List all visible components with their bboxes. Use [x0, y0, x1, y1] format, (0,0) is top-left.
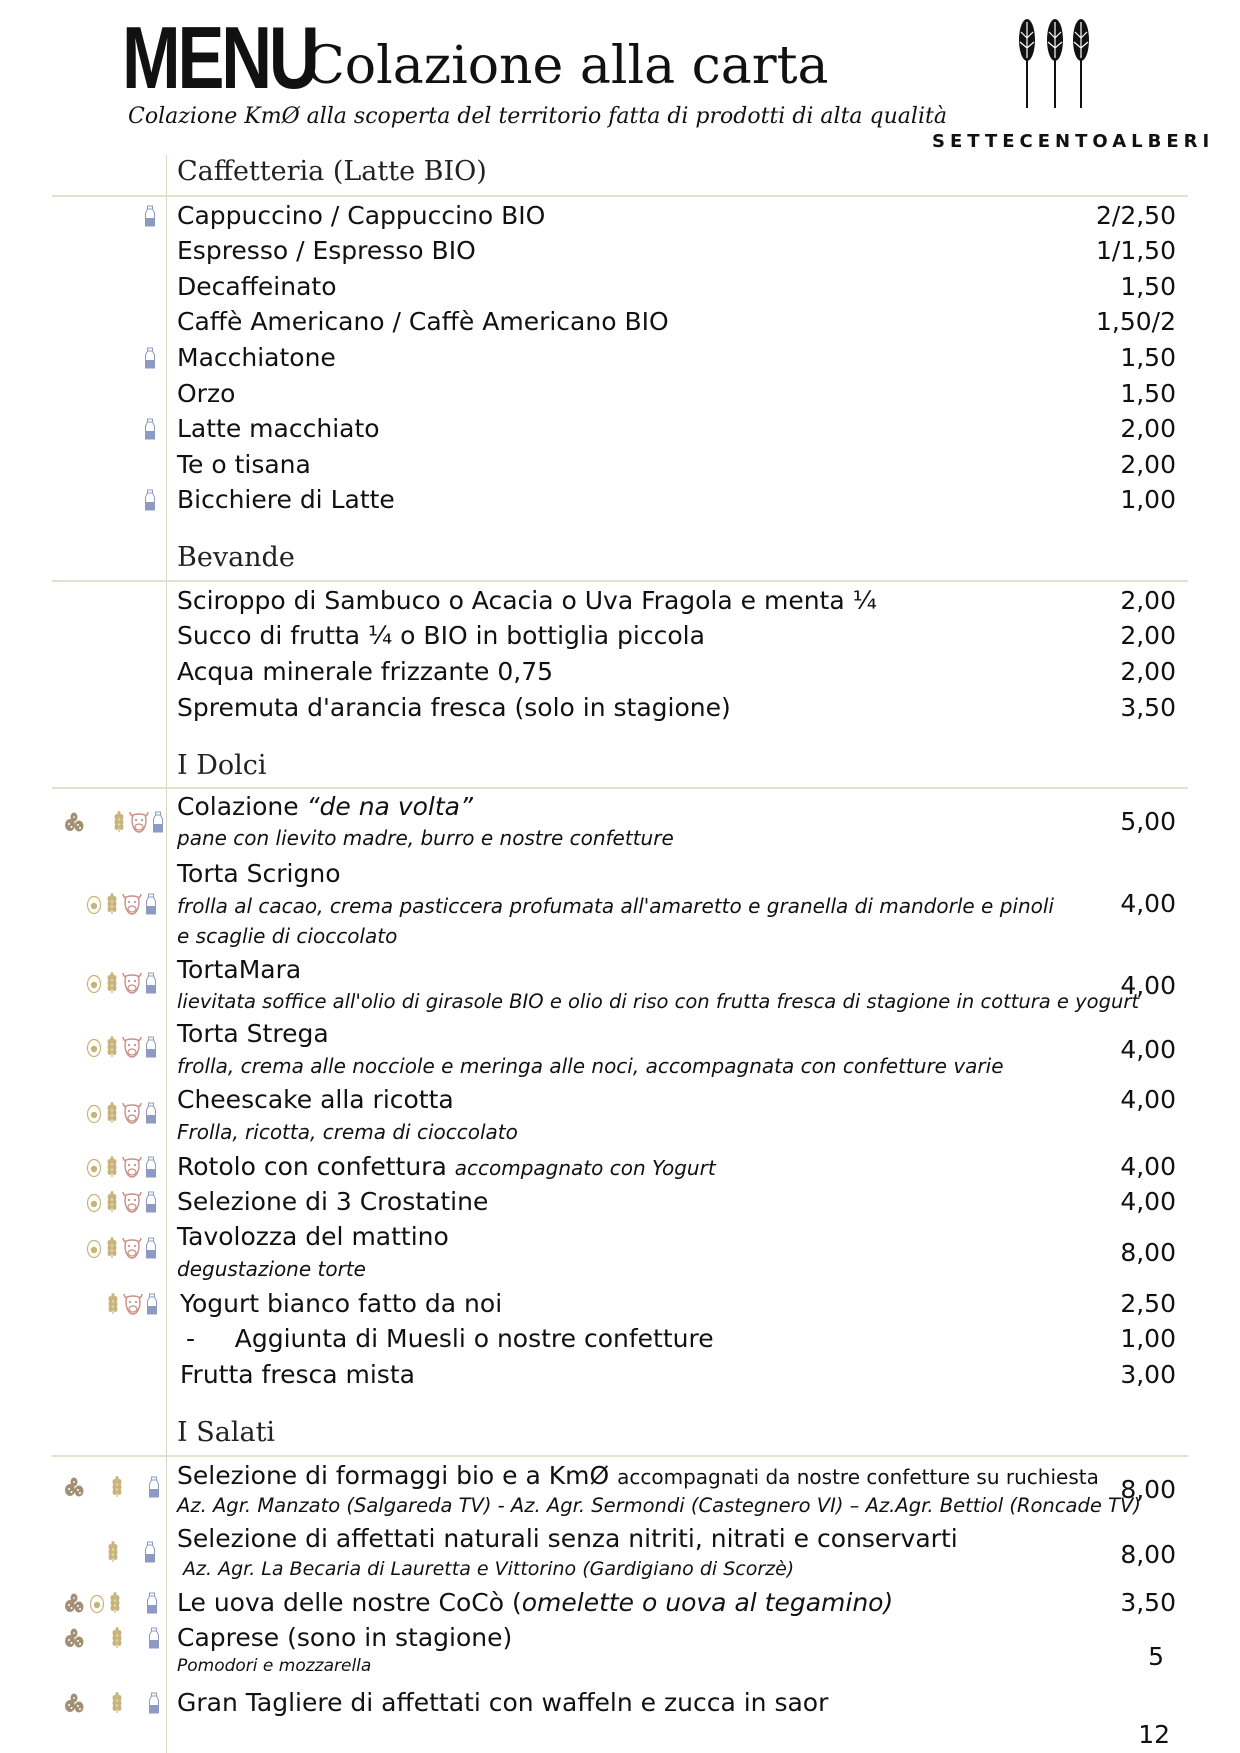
allergen-icons: [62, 1591, 158, 1615]
item-name: Rotolo con confettura accompagnato con Yogurt: [177, 1152, 716, 1181]
logo-text: SETTECENTOALBERI: [932, 131, 1215, 152]
item-name: Le uova delle nostre CoCò (omelette o uova al tegamino): [177, 1588, 894, 1617]
wheat-icon: [105, 1191, 119, 1213]
item-name: - Aggiunta di Muesli o nostre confetture: [186, 1324, 714, 1353]
item-price: 3,00: [1120, 1360, 1176, 1389]
item-price: 3,50: [1120, 693, 1176, 722]
item-price: 5,00: [1120, 807, 1176, 836]
item-price: 4,00: [1120, 1152, 1176, 1181]
milk-icon: [145, 893, 157, 915]
section-rule: [52, 1455, 1188, 1457]
item-name: Tavolozza del mattino: [177, 1222, 449, 1251]
egg-icon: [86, 1156, 102, 1178]
item-name: Frutta fresca mista: [180, 1360, 415, 1389]
milk-icon: [146, 1592, 158, 1614]
item-price: 4,00: [1120, 1035, 1176, 1064]
allergen-icons: [62, 1475, 160, 1499]
allergen-icons: [86, 971, 157, 995]
item-name: Macchiatone: [177, 343, 336, 372]
item-price: 2,00: [1120, 586, 1176, 615]
item-price: 1/1,50: [1096, 236, 1176, 265]
cow-icon: [122, 1036, 142, 1058]
item-price: 1,00: [1120, 485, 1176, 514]
cow-icon: [122, 972, 142, 994]
item-price: 2,00: [1120, 450, 1176, 479]
item-name: Selezione di affettati naturali senza nitriti, nitrati e conservarti: [177, 1524, 958, 1553]
milk-icon: [145, 1156, 157, 1178]
item-description: Az. Agr. Manzato (Salgareda TV) - Az. Agr. Sermondi (Castegnero VI) – Az.Agr. Bettiol (Roncade TV): [177, 1494, 1141, 1517]
milk-icon: [148, 1627, 160, 1649]
allergen-icons: [144, 346, 156, 370]
item-name: Succo di frutta ¼ o BIO in bottiglia piccola: [177, 621, 705, 650]
menu-word: MENU: [122, 8, 317, 107]
item-name: Torta Scrigno: [177, 859, 341, 888]
cow-icon: [123, 1293, 143, 1315]
nuts-icon: [62, 1692, 86, 1714]
egg-icon: [89, 1592, 105, 1614]
menu-header: [0, 0, 1240, 160]
column-divider: [166, 155, 167, 1753]
item-price: 8,00: [1120, 1238, 1176, 1267]
allergen-icons: [62, 1626, 160, 1650]
section-rule: [52, 787, 1188, 789]
item-name: Cappuccino / Cappuccino BIO: [177, 201, 546, 230]
item-description: frolla, crema alle nocciole e meringa alle noci, accompagnata con confetture varie: [177, 1054, 1004, 1078]
allergen-icons: [62, 810, 164, 834]
wheat-icon: [105, 893, 119, 915]
item-price: 8,00: [1120, 1540, 1176, 1569]
milk-icon: [148, 1476, 160, 1498]
item-price: 1,50: [1120, 272, 1176, 301]
three-trees-icon: [1015, 18, 1095, 108]
milk-icon: [144, 489, 156, 511]
wheat-icon: [105, 972, 119, 994]
item-name: Selezione di 3 Crostatine: [177, 1187, 489, 1216]
item-name: Latte macchiato: [177, 414, 380, 443]
item-name: Selezione di formaggi bio e a KmØ accompagnati da nostre confetture su ruchiesta: [177, 1461, 1099, 1490]
wheat-icon: [106, 1293, 120, 1315]
milk-icon: [146, 1293, 158, 1315]
allergen-icons: [86, 1190, 157, 1214]
item-name: Acqua minerale frizzante 0,75: [177, 657, 554, 686]
item-price: 2,00: [1120, 621, 1176, 650]
item-name: Torta Strega: [177, 1019, 329, 1048]
item-description: Pomodori e mozzarella: [177, 1656, 372, 1676]
milk-icon: [144, 347, 156, 369]
item-name: Spremuta d'arancia fresca (solo in stagione): [177, 693, 731, 722]
section-title-salati: I Salati: [177, 1417, 276, 1448]
item-description: Az. Agr. La Becaria di Lauretta e Vittorino (Gardigiano di Scorzè): [177, 1558, 795, 1580]
item-name: Gran Tagliere di affettati con waffeln e zucca in saor: [177, 1688, 829, 1717]
item-price: 4,00: [1120, 971, 1176, 1000]
item-description: Frolla, ricotta, crema di cioccolato: [177, 1120, 518, 1144]
wheat-icon: [105, 1036, 119, 1058]
item-name: TortaMara: [177, 955, 302, 984]
allergen-icons: [86, 1236, 157, 1260]
wheat-icon: [105, 1237, 119, 1259]
item-description: e scaglie di cioccolato: [177, 924, 398, 948]
allergen-icons: [86, 892, 157, 916]
wheat-icon: [110, 1627, 124, 1649]
egg-icon: [86, 972, 102, 994]
section-title-bevande: Bevande: [177, 542, 295, 573]
item-price: 1,50/2: [1096, 307, 1176, 336]
allergen-icons: [86, 1155, 157, 1179]
milk-icon: [144, 205, 156, 227]
item-name: Sciroppo di Sambuco o Acacia o Uva Fragola e menta ¼: [177, 586, 877, 615]
item-name: Te o tisana: [177, 450, 311, 479]
item-price: 1,50: [1120, 343, 1176, 372]
allergen-icons: [144, 488, 156, 512]
cow-icon: [122, 1191, 142, 1213]
cow-icon: [122, 1102, 142, 1124]
item-name: Cheescake alla ricotta: [177, 1085, 454, 1114]
wheat-icon: [105, 1102, 119, 1124]
item-description: lievitata soffice all'olio di girasole BIO e olio di riso con frutta fresca di stagione in cottura e yogurt: [177, 990, 1139, 1013]
item-price: 2,00: [1120, 657, 1176, 686]
cow-icon: [122, 1156, 142, 1178]
cow-icon: [122, 1237, 142, 1259]
item-name: Espresso / Espresso BIO: [177, 236, 476, 265]
wheat-icon: [110, 1692, 124, 1714]
nuts-icon: [62, 1592, 86, 1614]
item-name: Yogurt bianco fatto da noi: [180, 1289, 503, 1318]
milk-icon: [145, 1191, 157, 1213]
item-description: pane con lievito madre, burro e nostre confetture: [177, 826, 674, 850]
section-rule: [52, 195, 1188, 197]
allergen-icons: [106, 1292, 158, 1316]
egg-icon: [86, 1191, 102, 1213]
wheat-icon: [106, 1541, 120, 1563]
wheat-icon: [112, 811, 126, 833]
egg-icon: [86, 1102, 102, 1124]
milk-icon: [145, 1036, 157, 1058]
item-price: 4,00: [1120, 1085, 1176, 1114]
milk-icon: [145, 972, 157, 994]
allergen-icons: [144, 417, 156, 441]
item-price: 5: [1148, 1642, 1164, 1671]
item-price: 2,00: [1120, 414, 1176, 443]
milk-icon: [145, 1237, 157, 1259]
allergen-icons: [144, 204, 156, 228]
item-name: Caprese (sono in stagione): [177, 1623, 513, 1652]
item-name: Bicchiere di Latte: [177, 485, 395, 514]
item-price: 2/2,50: [1096, 201, 1176, 230]
page-title: Colazione alla carta: [305, 36, 829, 96]
item-price: 1,00: [1120, 1324, 1176, 1353]
wheat-icon: [105, 1156, 119, 1178]
item-price: 1,50: [1120, 379, 1176, 408]
item-price: 2,50: [1120, 1289, 1176, 1318]
section-title-caffetteria: Caffetteria (Latte BIO): [177, 156, 487, 187]
wheat-icon: [110, 1476, 124, 1498]
allergen-icons: [86, 1035, 157, 1059]
milk-icon: [148, 1692, 160, 1714]
milk-icon: [144, 1541, 156, 1563]
item-name: Colazione “de na volta”: [177, 792, 473, 821]
allergen-icons: [86, 1101, 157, 1125]
milk-icon: [144, 418, 156, 440]
section-title-dolci: I Dolci: [177, 750, 267, 781]
milk-icon: [145, 1102, 157, 1124]
nuts-icon: [62, 1627, 86, 1649]
egg-icon: [86, 1036, 102, 1058]
item-description: degustazione torte: [177, 1257, 366, 1281]
cow-icon: [122, 893, 142, 915]
cow-icon: [129, 811, 149, 833]
allergen-icons: [62, 1691, 160, 1715]
item-price: 3,50: [1120, 1588, 1176, 1617]
page-subtitle: Colazione KmØ alla scoperta del territorio fatta di prodotti di alta qualità: [128, 104, 947, 129]
egg-icon: [86, 1237, 102, 1259]
item-price: 12: [1138, 1720, 1170, 1749]
item-price: 4,00: [1120, 889, 1176, 918]
section-rule: [52, 580, 1188, 582]
wheat-icon: [108, 1592, 122, 1614]
nuts-icon: [62, 811, 86, 833]
allergen-icons: [106, 1540, 156, 1564]
milk-icon: [152, 811, 164, 833]
item-name: Caffè Americano / Caffè Americano BIO: [177, 307, 669, 336]
egg-icon: [86, 893, 102, 915]
item-price: 8,00: [1120, 1475, 1176, 1504]
item-price: 4,00: [1120, 1187, 1176, 1216]
item-description: frolla al cacao, crema pasticcera profumata all'amaretto e granella di mandorle e pinoli: [177, 894, 1054, 918]
nuts-icon: [62, 1476, 86, 1498]
item-name: Decaffeinato: [177, 272, 337, 301]
item-name: Orzo: [177, 379, 236, 408]
